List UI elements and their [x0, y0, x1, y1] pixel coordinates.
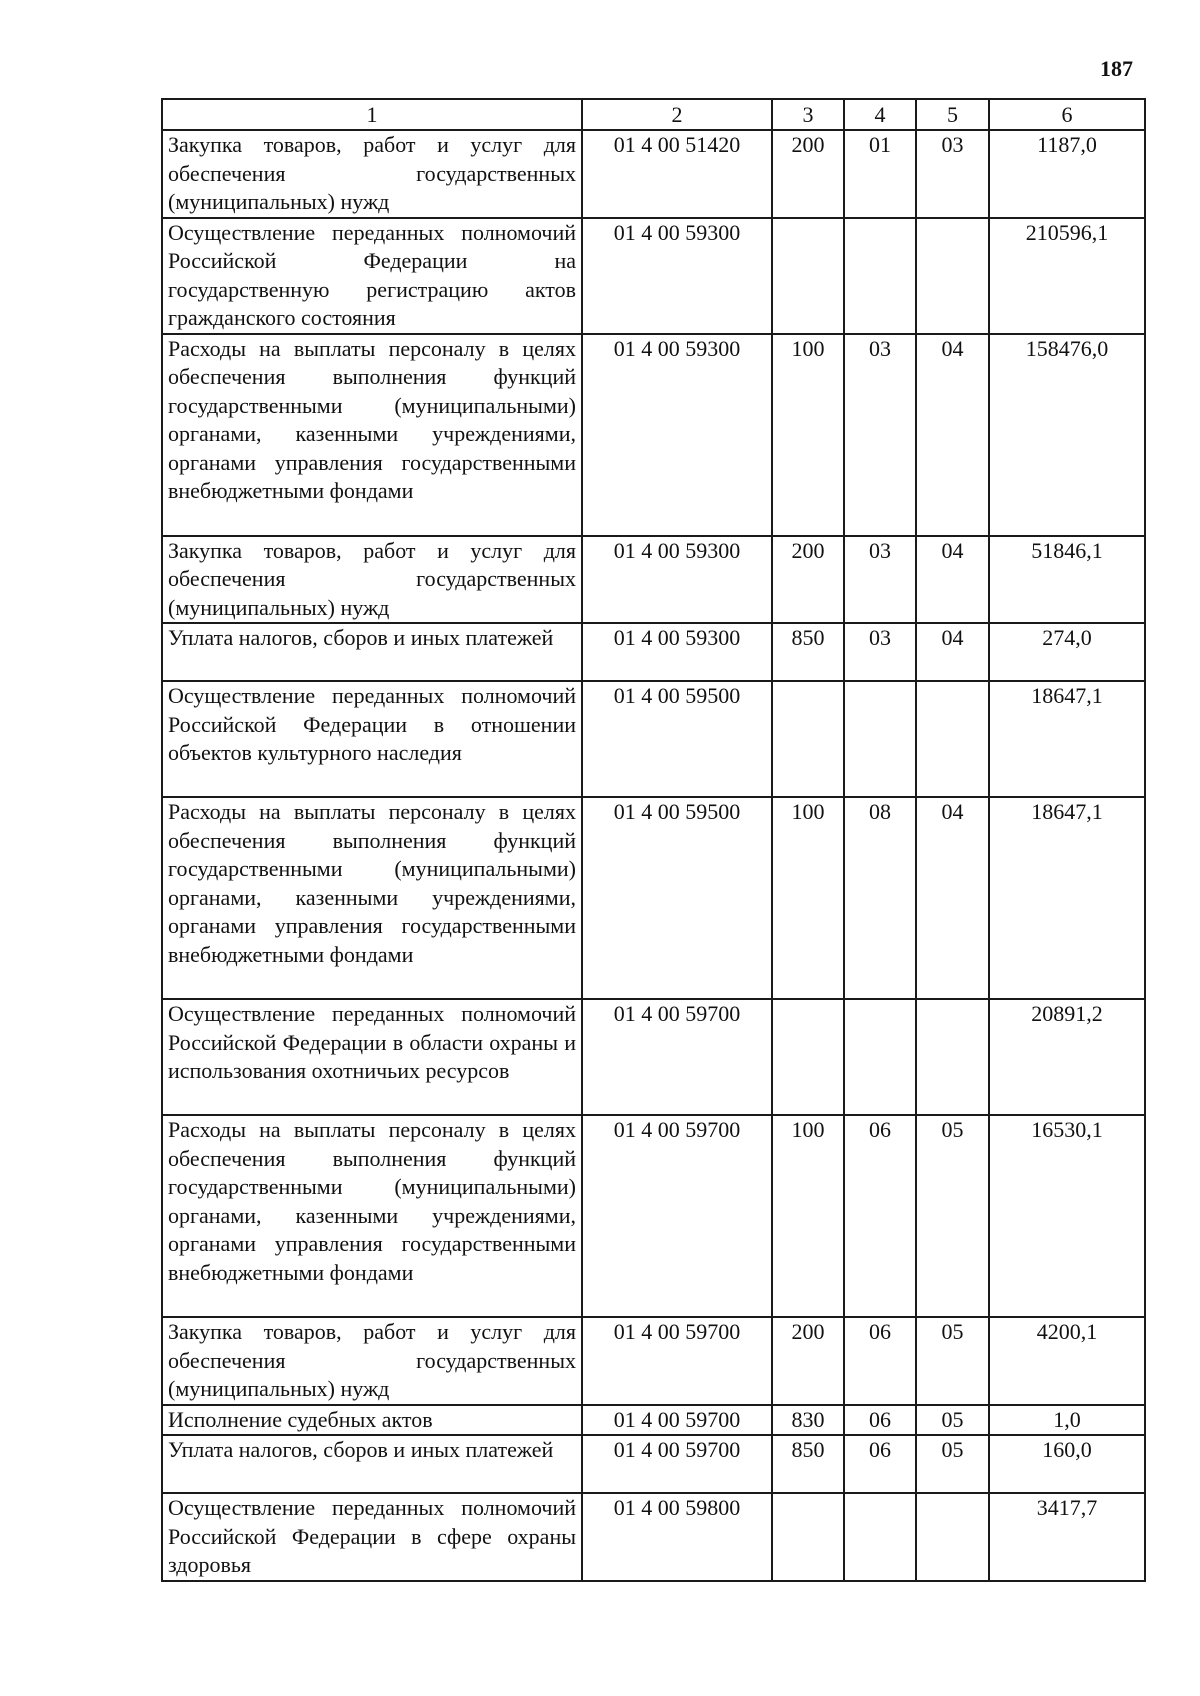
code-cell: 01 4 00 59700	[582, 999, 772, 1115]
section-cell: 03	[844, 623, 916, 681]
code-cell: 01 4 00 59300	[582, 536, 772, 624]
expense-type-cell: 200	[772, 536, 844, 624]
subsection-cell	[916, 681, 989, 797]
subsection-cell: 04	[916, 334, 989, 536]
subsection-cell: 04	[916, 536, 989, 624]
expense-type-cell: 850	[772, 623, 844, 681]
header-cell: 6	[989, 99, 1145, 130]
code-cell: 01 4 00 59500	[582, 797, 772, 999]
expense-type-cell: 850	[772, 1435, 844, 1493]
table-row	[162, 797, 1145, 999]
amount-cell: 51846,1	[989, 536, 1145, 624]
section-cell: 06	[844, 1115, 916, 1317]
amount-cell: 210596,1	[989, 218, 1145, 334]
description-cell: Осуществление переданных полномочий Российской Федерации в области охраны и использования охотничьих ресурсов	[162, 999, 582, 1115]
section-cell: 03	[844, 334, 916, 536]
description-cell: Расходы на выплаты персоналу в целях обеспечения выполнения функций государственными (муниципальными) органами, казенными учреждениями, органами управления государственными внебюджетными фондами	[162, 797, 582, 999]
code-cell: 01 4 00 59700	[582, 1435, 772, 1493]
code-cell: 01 4 00 59800	[582, 1493, 772, 1581]
section-cell	[844, 681, 916, 797]
table-row	[162, 1435, 1145, 1493]
header-cell: 5	[916, 99, 989, 130]
description-cell: Осуществление переданных полномочий Российской Федерации в сфере охраны здоровья	[162, 1493, 582, 1581]
description-cell: Уплата налогов, сборов и иных платежей	[162, 623, 582, 681]
header-cell: 3	[772, 99, 844, 130]
amount-cell: 160,0	[989, 1435, 1145, 1493]
description-cell: Осуществление переданных полномочий Российской Федерации на государственную регистрацию актов гражданского состояния	[162, 218, 582, 334]
expense-type-cell	[772, 681, 844, 797]
section-cell: 06	[844, 1405, 916, 1436]
subsection-cell: 05	[916, 1435, 989, 1493]
table-row	[162, 536, 1145, 624]
expense-type-cell	[772, 999, 844, 1115]
code-cell: 01 4 00 59300	[582, 334, 772, 536]
section-cell: 06	[844, 1435, 916, 1493]
table-row	[162, 681, 1145, 797]
expense-type-cell	[772, 218, 844, 334]
table-row	[162, 1493, 1145, 1581]
description-cell: Уплата налогов, сборов и иных платежей	[162, 1435, 582, 1493]
expense-type-cell: 830	[772, 1405, 844, 1436]
subsection-cell: 03	[916, 130, 989, 218]
section-cell: 01	[844, 130, 916, 218]
amount-cell: 1,0	[989, 1405, 1145, 1436]
subsection-cell: 05	[916, 1115, 989, 1317]
amount-cell: 274,0	[989, 623, 1145, 681]
description-cell: Закупка товаров, работ и услуг для обеспечения государственных (муниципальных) нужд	[162, 1317, 582, 1405]
table-row	[162, 1405, 1145, 1436]
code-cell: 01 4 00 59300	[582, 218, 772, 334]
code-cell: 01 4 00 59500	[582, 681, 772, 797]
section-cell	[844, 218, 916, 334]
code-cell: 01 4 00 59700	[582, 1405, 772, 1436]
subsection-cell	[916, 218, 989, 334]
expense-type-cell: 100	[772, 797, 844, 999]
amount-cell: 158476,0	[989, 334, 1145, 536]
subsection-cell: 05	[916, 1405, 989, 1436]
expense-type-cell: 100	[772, 334, 844, 536]
table-row	[162, 1115, 1145, 1317]
header-cell: 1	[162, 99, 582, 130]
header-cell: 4	[844, 99, 916, 130]
header-cell: 2	[582, 99, 772, 130]
subsection-cell	[916, 999, 989, 1115]
table-row	[162, 218, 1145, 334]
budget-table	[161, 98, 1146, 1582]
description-cell: Расходы на выплаты персоналу в целях обеспечения выполнения функций государственными (муниципальными) органами, казенными учреждениями, органами управления государственными внебюджетными фондами	[162, 1115, 582, 1317]
subsection-cell: 04	[916, 623, 989, 681]
table-header-row	[162, 99, 1145, 130]
table-row	[162, 334, 1145, 536]
description-cell: Исполнение судебных актов	[162, 1405, 582, 1436]
amount-cell: 4200,1	[989, 1317, 1145, 1405]
amount-cell: 1187,0	[989, 130, 1145, 218]
description-cell: Расходы на выплаты персоналу в целях обеспечения выполнения функций государственными (муниципальными) органами, казенными учреждениями, органами управления государственными внебюджетными фондами	[162, 334, 582, 536]
section-cell	[844, 999, 916, 1115]
amount-cell: 16530,1	[989, 1115, 1145, 1317]
expense-type-cell: 200	[772, 130, 844, 218]
section-cell: 03	[844, 536, 916, 624]
description-cell: Закупка товаров, работ и услуг для обеспечения государственных (муниципальных) нужд	[162, 536, 582, 624]
amount-cell: 20891,2	[989, 999, 1145, 1115]
table-row	[162, 999, 1145, 1115]
description-cell: Закупка товаров, работ и услуг для обеспечения государственных (муниципальных) нужд	[162, 130, 582, 218]
code-cell: 01 4 00 59700	[582, 1317, 772, 1405]
amount-cell: 3417,7	[989, 1493, 1145, 1581]
section-cell: 08	[844, 797, 916, 999]
subsection-cell: 05	[916, 1317, 989, 1405]
description-cell: Осуществление переданных полномочий Российской Федерации в отношении объектов культурного наследия	[162, 681, 582, 797]
section-cell	[844, 1493, 916, 1581]
section-cell: 06	[844, 1317, 916, 1405]
expense-type-cell	[772, 1493, 844, 1581]
subsection-cell: 04	[916, 797, 989, 999]
table-row	[162, 1317, 1145, 1405]
table-row	[162, 623, 1145, 681]
table-row	[162, 130, 1145, 218]
code-cell: 01 4 00 59700	[582, 1115, 772, 1317]
amount-cell: 18647,1	[989, 797, 1145, 999]
expense-type-cell: 100	[772, 1115, 844, 1317]
code-cell: 01 4 00 51420	[582, 130, 772, 218]
expense-type-cell: 200	[772, 1317, 844, 1405]
amount-cell: 18647,1	[989, 681, 1145, 797]
subsection-cell	[916, 1493, 989, 1581]
code-cell: 01 4 00 59300	[582, 623, 772, 681]
page-number: 187	[1100, 56, 1133, 81]
